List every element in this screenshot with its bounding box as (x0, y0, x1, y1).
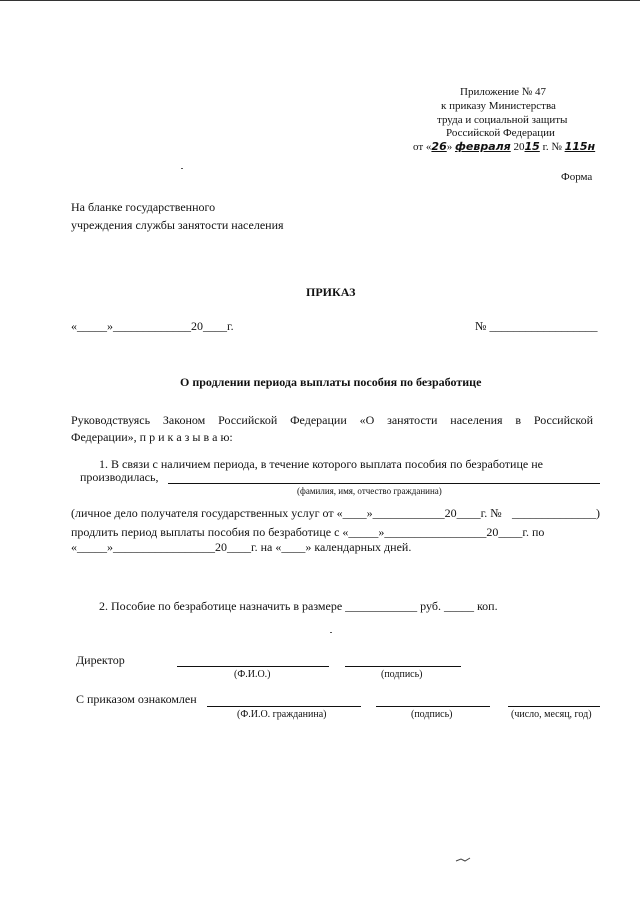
director-signature-line (345, 666, 461, 667)
citizen-name-caption: (фамилия, имя, отчество гражданина) (297, 486, 442, 496)
appendix-date-line (413, 140, 595, 153)
item1-line-2: производилась, (80, 470, 159, 484)
appendix-date-mid: » (446, 141, 453, 153)
appendix-date-year: 15 (524, 140, 540, 153)
citizen-name-line (168, 483, 600, 484)
letterhead-line-1: На бланке государственного (71, 200, 216, 214)
acquainted-signature-line (376, 706, 490, 707)
appendix-line-2: к приказу Министерства (441, 100, 556, 112)
acquainted-date-caption: (число, месяц, год) (511, 709, 592, 720)
appendix-line-4: Российской Федерации (446, 127, 555, 139)
letterhead-line-2: учреждения службы занятости населения (71, 218, 284, 232)
item2-text: 2. Пособие по безработице назначить в размере ____________ руб. _____ коп. (99, 599, 498, 613)
appendix-number: 115н (564, 140, 596, 153)
appendix-date-year-prefix: 20 (513, 141, 525, 153)
director-signature-caption: (подпись) (381, 669, 423, 680)
appendix-date-prefix: от « (413, 141, 432, 153)
item1-line-3-right: ______________) (512, 506, 600, 520)
acquainted-signature-caption: (подпись) (411, 709, 453, 720)
item1-line-5: «_____»_________________20____г. на «____» календарных дней. (71, 540, 412, 554)
appendix-date-month: февраля (454, 140, 511, 153)
appendix-date-day: 26 (431, 140, 447, 153)
acquainted-date-line (508, 706, 600, 707)
acquainted-fio-caption: (Ф.И.О. гражданина) (237, 709, 327, 720)
acquainted-label: С приказом ознакомлен (76, 692, 197, 706)
appendix-line-3: труда и социальной защиты (437, 114, 568, 126)
scan-speck (330, 632, 332, 633)
director-fio-line (177, 666, 329, 667)
appendix-date-year-suffix: г. № (542, 141, 562, 153)
order-date-line: «_____»_____________20____г. (71, 319, 234, 333)
item1-line-3-left: (личное дело получателя государственных услуг от «____»____________20____г. № (71, 506, 502, 520)
director-fio-caption: (Ф.И.О.) (234, 669, 271, 680)
director-label: Директор (76, 653, 125, 667)
order-title: ПРИКАЗ (306, 285, 356, 299)
order-subject: О продлении периода выплаты пособия по безработице (180, 375, 482, 389)
appendix-line-1: Приложение № 47 (460, 86, 547, 98)
preamble-line-1: Руководствуясь Законом Российской Федерации «О занятости населения в Российской (71, 413, 593, 427)
item1-line-4: продлить период выплаты пособия по безработице с «_____»_________________20____г. по (71, 525, 545, 539)
preamble-line-2: Федерации», п р и к а з ы в а ю: (71, 430, 233, 444)
form-label: Форма (561, 171, 593, 183)
order-number-line: № __________________ (475, 319, 598, 333)
scan-mark (455, 856, 471, 864)
item1-line-1: 1. В связи с наличием периода, в течение которого выплата пособия по безработице не (99, 457, 543, 471)
scan-top-edge (0, 0, 640, 1)
acquainted-fio-line (207, 706, 361, 707)
scan-speck (181, 168, 183, 169)
